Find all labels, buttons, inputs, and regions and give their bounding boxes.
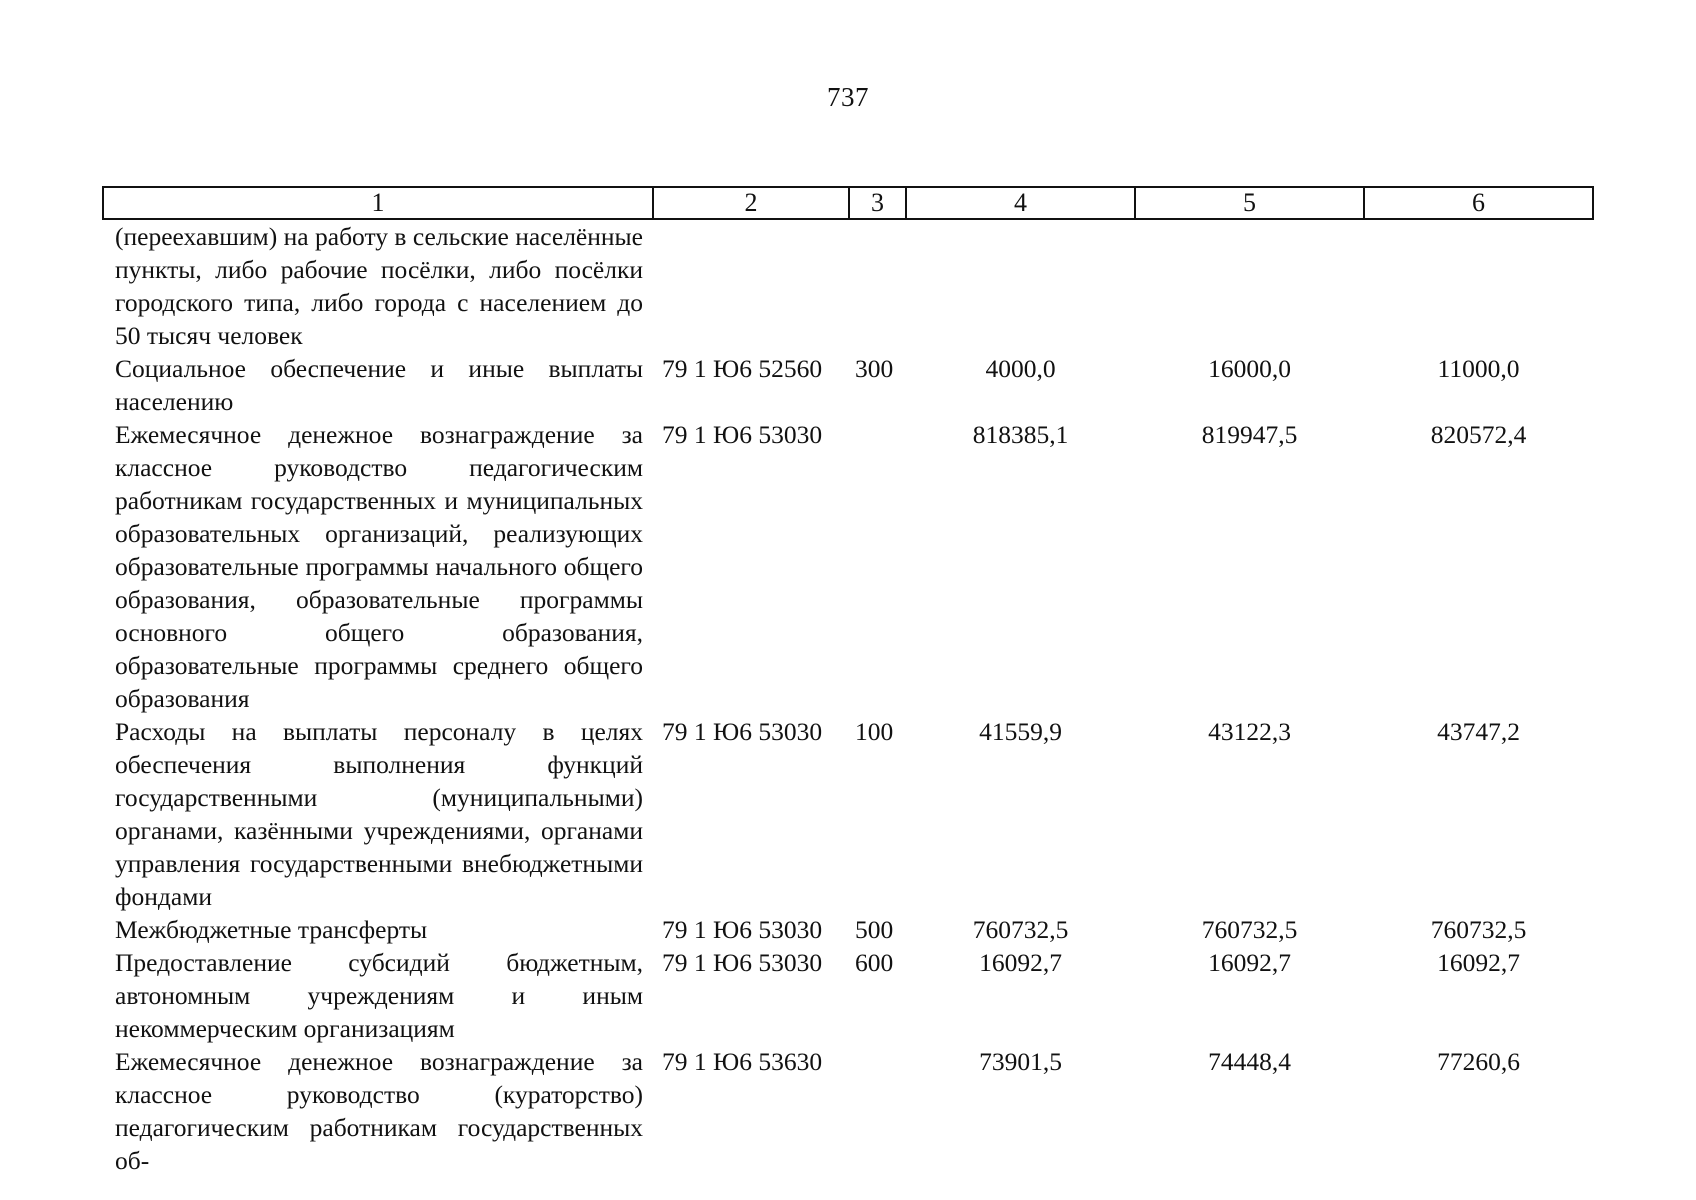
page-number: 737 <box>827 82 869 112</box>
row-value-col4: 41559,9 <box>979 717 1062 746</box>
row-code: 79 1 Ю6 53030 <box>662 948 823 977</box>
row-value-col6: 820572,4 <box>1430 420 1527 449</box>
table-row <box>103 1045 1593 1177</box>
header-col-3: 3 <box>849 187 906 219</box>
row-code: 79 1 Ю6 52560 <box>662 354 823 383</box>
table-body <box>103 219 1593 1177</box>
table-header-row <box>103 187 1593 219</box>
header-col-6: 6 <box>1364 187 1593 219</box>
row-value-col5 <box>1135 219 1364 352</box>
header-col-1: 1 <box>103 187 653 219</box>
row-name: Предоставление субсидий бюджетным, автономным учреждениям и иным некоммерческим организациям <box>115 948 643 1043</box>
header-col-4: 4 <box>906 187 1135 219</box>
row-type <box>849 1045 906 1177</box>
row-value-col5: 74448,4 <box>1208 1047 1291 1076</box>
table-row <box>103 715 1593 913</box>
row-value-col5: 819947,5 <box>1201 420 1298 449</box>
row-value-col6: 760732,5 <box>1430 915 1527 944</box>
row-type: 300 <box>855 354 894 383</box>
row-value-col4: 760732,5 <box>972 915 1069 944</box>
header-col-5: 5 <box>1135 187 1364 219</box>
row-name: Расходы на выплаты персоналу в целях обеспечения выполнения функций государственными (муниципальными) органами, казёнными учреждениями, органами управления государственными внебюджетными фондами <box>115 717 643 911</box>
row-value-col4 <box>906 219 1135 352</box>
row-value-col6: 77260,6 <box>1437 1047 1520 1076</box>
row-code: 79 1 Ю6 53030 <box>662 717 823 746</box>
table-row <box>103 219 1593 352</box>
row-name: (переехавшим) на работу в сельские населённые пункты, либо рабочие посёлки, либо посёлки городского типа, либо города с населением до 50 тысяч человек <box>115 222 643 350</box>
budget-table-section <box>102 186 1592 1177</box>
row-name: Ежемесячное денежное вознаграждение за классное руководство педагогическим работникам государственных и муниципальных образовательных организаций, реализующих образовательные программы начального общего образования, образовательные программы основного общего образования, образовательные программы среднего общего образования <box>115 420 643 713</box>
row-type: 100 <box>855 717 894 746</box>
row-value-col5: 43122,3 <box>1208 717 1291 746</box>
table-row <box>103 418 1593 715</box>
budget-table <box>102 186 1594 1177</box>
row-code: 79 1 Ю6 53030 <box>662 915 823 944</box>
row-value-col4: 73901,5 <box>979 1047 1062 1076</box>
row-name: Социальное обеспечение и иные выплаты населению <box>115 354 643 416</box>
row-value-col5: 16000,0 <box>1208 354 1291 383</box>
row-value-col4: 818385,1 <box>972 420 1069 449</box>
header-col-2: 2 <box>653 187 849 219</box>
row-type: 500 <box>855 915 894 944</box>
row-code: 79 1 Ю6 53030 <box>662 420 823 449</box>
row-type: 600 <box>855 948 894 977</box>
row-value-col5: 16092,7 <box>1208 948 1291 977</box>
row-type <box>849 418 906 715</box>
row-type <box>849 219 906 352</box>
row-value-col5: 760732,5 <box>1201 915 1298 944</box>
row-value-col4: 4000,0 <box>985 354 1056 383</box>
row-value-col6: 16092,7 <box>1437 948 1520 977</box>
row-value-col4: 16092,7 <box>979 948 1062 977</box>
table-row <box>103 946 1593 1045</box>
table-row <box>103 352 1593 418</box>
row-code <box>653 219 849 352</box>
row-code: 79 1 Ю6 53630 <box>662 1047 823 1076</box>
row-value-col6: 11000,0 <box>1437 354 1520 383</box>
row-name: Ежемесячное денежное вознаграждение за классное руководство (кураторство) педагогическим работникам государственных об- <box>115 1047 643 1175</box>
table-row <box>103 913 1593 946</box>
row-value-col6 <box>1364 219 1593 352</box>
row-name: Межбюджетные трансферты <box>115 915 428 944</box>
row-value-col6: 43747,2 <box>1437 717 1520 746</box>
